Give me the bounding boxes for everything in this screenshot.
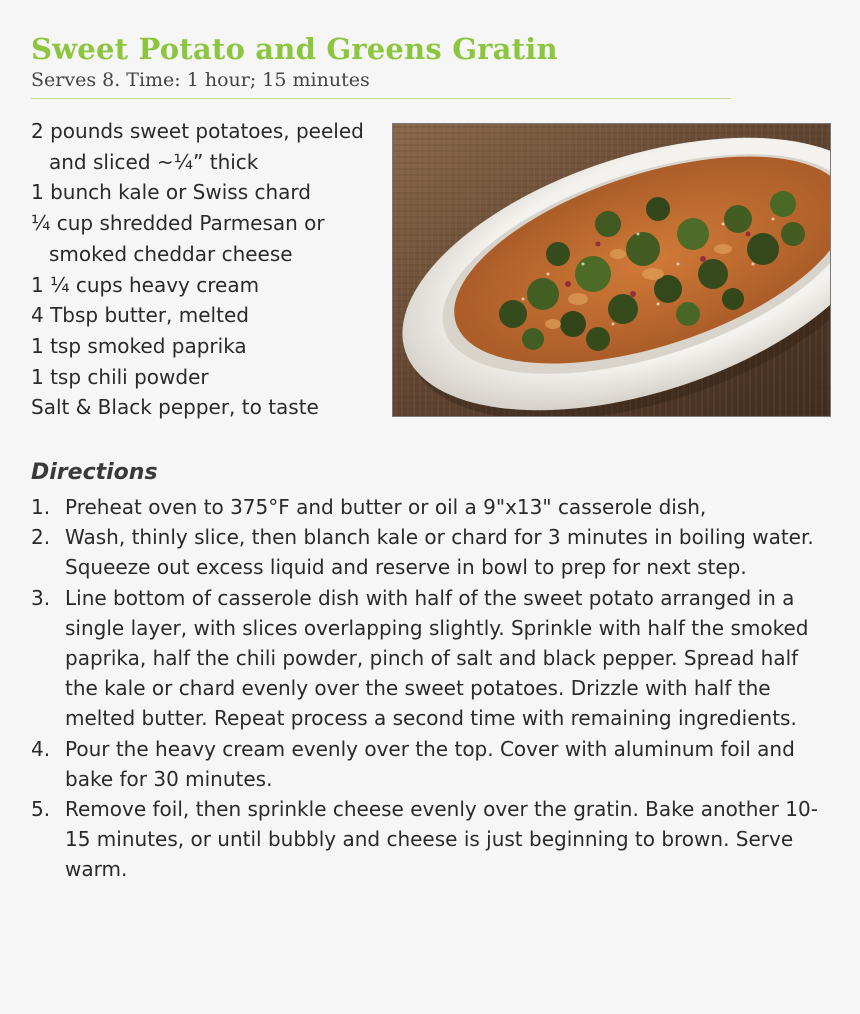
ingredient-line-continued: smoked cheddar cheese	[49, 241, 293, 266]
ingredient-line: 2 pounds sweet potatoes, peeled	[31, 119, 364, 143]
ingredient-item	[31, 270, 391, 301]
direction-step	[31, 734, 831, 794]
step-number: 5.	[31, 797, 51, 822]
step-number: 2.	[31, 525, 51, 550]
ingredient-line: ¼ cup shredded Parmesan or	[31, 211, 325, 236]
ingredient-item	[31, 116, 391, 177]
ingredient-line: 1 bunch kale or Swiss chard	[31, 180, 311, 205]
ingredient-item	[31, 362, 391, 393]
direction-step	[31, 522, 831, 582]
directions-heading: Directions	[31, 460, 158, 485]
ingredient-line: 1 tsp smoked paprika	[31, 333, 247, 358]
directions-list	[31, 492, 831, 885]
gratin-photo	[392, 123, 831, 417]
recipe-servings-time: Serves 8. Time: 1 hour; 15 minutes	[31, 69, 370, 91]
ingredient-line-continued: and sliced ~¼” thick	[49, 149, 259, 174]
ingredient-item	[31, 331, 391, 362]
direction-step	[31, 583, 831, 734]
step-text: Remove foil, then sprinkle cheese evenly over the gratin. Bake another 10-15 minutes, or until bubbly and cheese is just beginning to brown. Serve warm.	[65, 797, 818, 882]
ingredient-item	[31, 392, 391, 423]
ingredient-line: 4 Tbsp butter, melted	[31, 303, 249, 328]
ingredient-line: Salt & Black pepper, to taste	[31, 395, 319, 420]
ingredient-line: 1 tsp chili powder	[31, 364, 209, 389]
step-text: Preheat oven to 375°F and butter or oil a 9"x13" casserole dish,	[65, 495, 707, 519]
step-text: Pour the heavy cream evenly over the top. Cover with aluminum foil and bake for 30 minutes.	[65, 736, 795, 791]
ingredient-list	[31, 116, 391, 423]
step-text: Line bottom of casserole dish with half of the sweet potato arranged in a single layer, with slices overlapping slightly. Sprinkle with half the smoked paprika, half the chili powder, pinch of salt and black pepper. Spread half the kale or chard evenly over the sweet potatoes. Drizzle with half the melted butter. Repeat process a second time with remaining ingredients.	[65, 585, 809, 731]
ingredient-item	[31, 300, 391, 331]
ingredient-item	[31, 208, 391, 269]
ingredient-line: 1 ¼ cups heavy cream	[31, 272, 260, 297]
title-divider	[31, 98, 731, 99]
gratin-dish-illustration	[393, 124, 830, 416]
step-number: 3.	[31, 585, 51, 610]
recipe-title: Sweet Potato and Greens Gratin	[31, 32, 558, 66]
ingredient-item	[31, 177, 391, 208]
step-number: 4.	[31, 736, 51, 761]
step-number: 1.	[31, 495, 51, 519]
direction-step	[31, 794, 831, 885]
direction-step	[31, 492, 831, 522]
step-text: Wash, thinly slice, then blanch kale or chard for 3 minutes in boiling water. Squeeze out excess liquid and reserve in bowl to prep for next step.	[65, 525, 814, 580]
